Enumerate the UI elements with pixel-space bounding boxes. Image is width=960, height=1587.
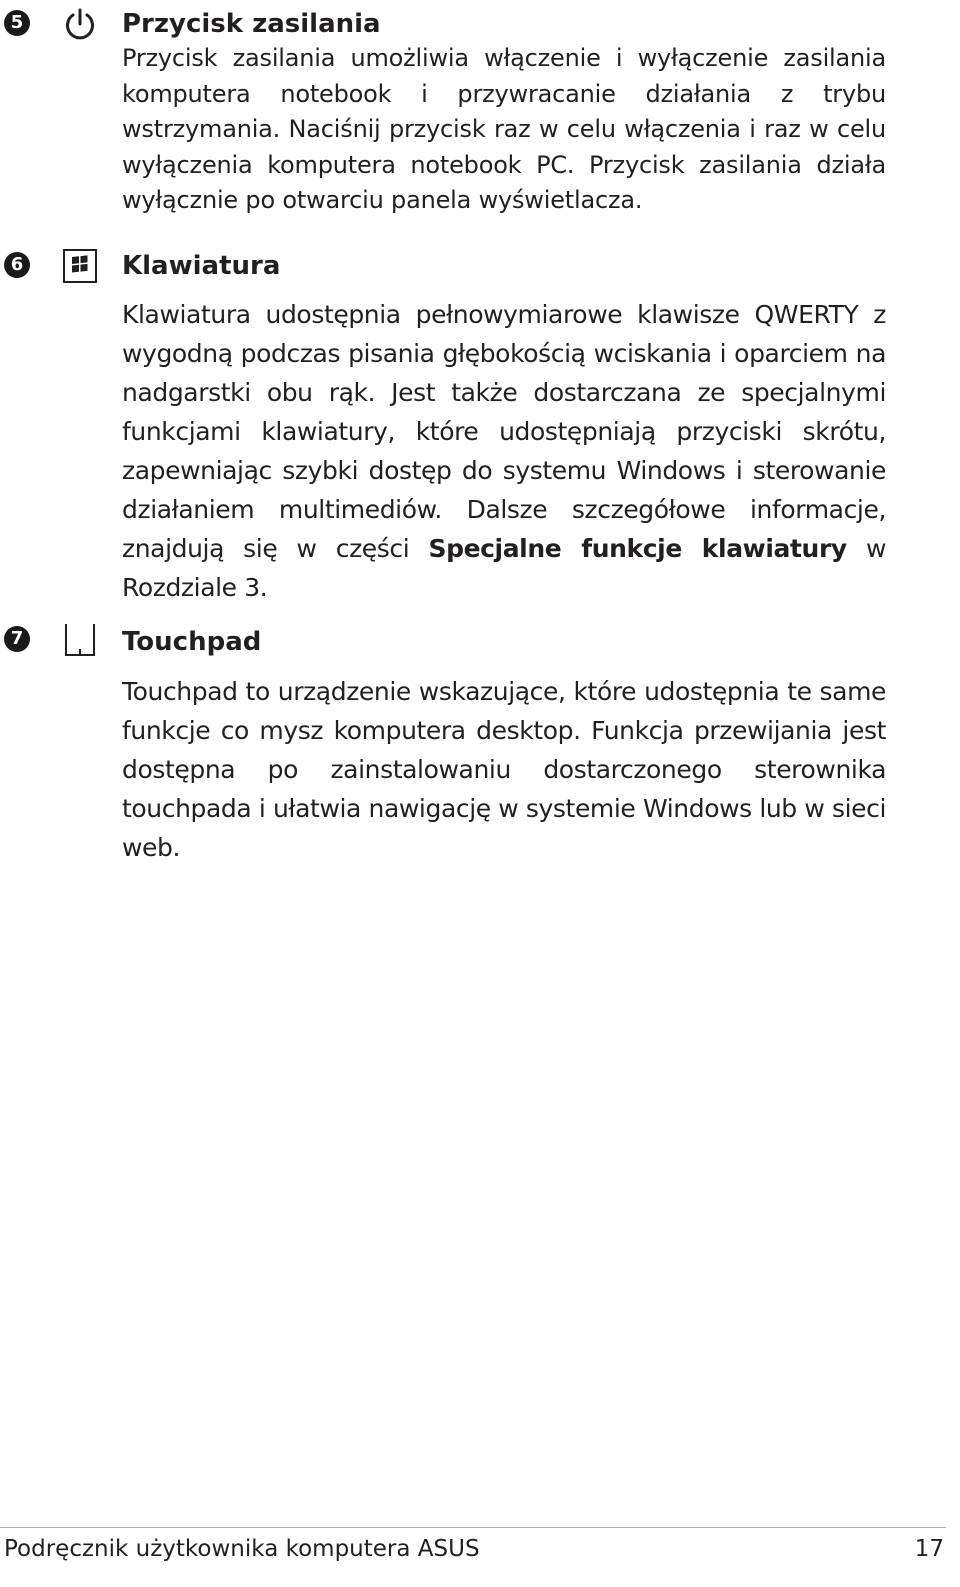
body-text-before: Klawiatura udostępnia pełnowymiarowe klawisze QWERTY z wygodną podczas pisania głębokością wciskania i oparciem na nadgarstki obu rąk. Jest także dostarczana ze specjalnymi funkcjami klawiatury, które udostępniają przyciski skrótu, zapewniając szybki dostęp do systemu Windows i sterowanie działaniem multimediów. Dalsze szczegółowe informacje, znajdują się w części [122, 300, 886, 563]
section-number-badge: 6 [4, 252, 30, 278]
section-title: Klawiatura [122, 251, 281, 281]
power-icon [62, 6, 98, 42]
page-number: 17 [914, 1536, 944, 1562]
section-number-badge: 5 [4, 10, 30, 36]
section-body: Przycisk zasilania umożliwia włączenie i wyłączenie zasilania komputera notebook i przywracanie działania z trybu wstrzymania. Naciśnij przycisk raz w celu włączenia i raz w celu wyłączenia komputera notebook PC. Przycisk zasilania działa wyłącznie po otwarciu panela wyświetlacza. [122, 44, 886, 214]
section-title: Przycisk zasilania [122, 9, 381, 39]
section-number-badge: 7 [4, 626, 30, 652]
footer-divider [0, 1527, 946, 1528]
section-body: Touchpad to urządzenie wskazujące, które udostępnia te same funkcje co mysz komputera desktop. Funkcja przewijania jest dostępna po zainstalowaniu dostarczonego sterownika touchpada i ułatwia nawigację w systemie Windows lub w sieci web. [122, 677, 886, 862]
body-text-after: w Rozdziale 3. [122, 534, 886, 602]
section-title: Touchpad [122, 627, 262, 657]
footer-title: Podręcznik użytkownika komputera ASUS [4, 1536, 480, 1562]
keyboard-functions-reference: Specjalne funkcje klawiatury [428, 534, 847, 563]
section-body [122, 295, 886, 607]
touchpad-icon [62, 622, 98, 658]
keyboard-windows-icon [62, 248, 98, 284]
